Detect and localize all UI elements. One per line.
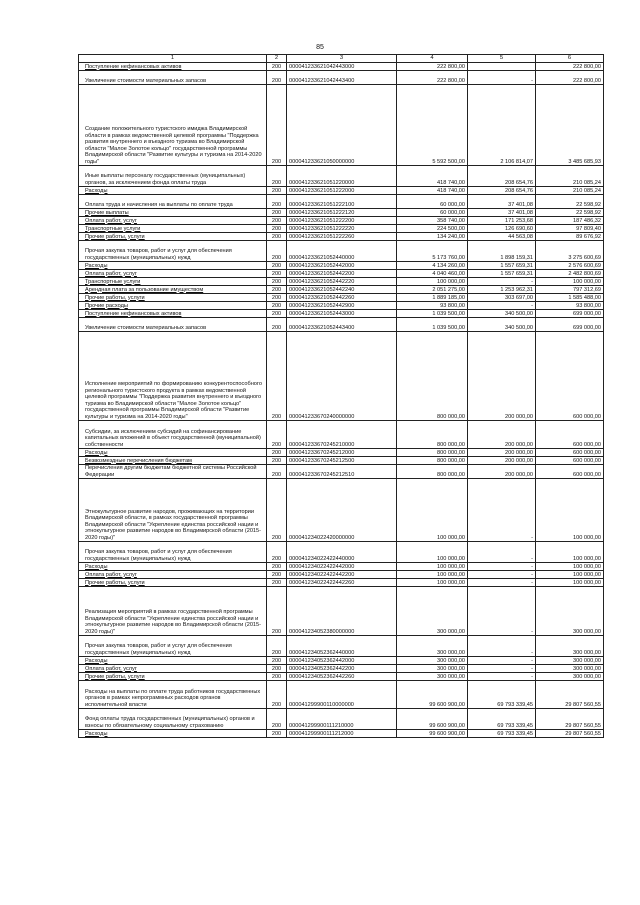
row-executed: - [468,302,536,310]
row-unexecuted: 93 800,00 [536,302,604,310]
row-line-code: 200 [267,332,287,421]
row-approved: 300 000,00 [397,657,468,665]
header-col-3: 3 [287,55,397,63]
row-approved: 222 800,00 [397,71,468,85]
row-name: Субсидии, за исключением субсидий на софинансирование капитальных вложений в объект государственной (муниципальной) собственности [79,421,267,449]
row-budget-code: 000041233621052442200 [287,270,397,278]
row-line-code: 200 [267,241,287,262]
table-row [79,262,604,270]
row-name: Иные выплаты персоналу государственных (муниципальных) органов, за исключением фонда оплаты труда [79,166,267,187]
row-line-code: 200 [267,587,287,636]
row-budget-code: 000041233670245212000 [287,449,397,457]
row-unexecuted: 600 000,00 [536,449,604,457]
row-unexecuted: 100 000,00 [536,563,604,571]
row-unexecuted: 210 085,24 [536,187,604,195]
row-budget-code: 000041233621050000000 [287,85,397,166]
row-executed: 208 654,76 [468,166,536,187]
header-col-4: 4 [397,55,468,63]
table-row [79,63,604,71]
row-executed: 37 401,08 [468,209,536,217]
row-budget-code: 000041234052362442200 [287,665,397,673]
row-budget-code: 000041233670245212500 [287,457,397,465]
table-row [79,225,604,233]
table-row [79,709,604,730]
row-line-code: 200 [267,270,287,278]
row-unexecuted: 2 482 800,69 [536,270,604,278]
table-row [79,71,604,85]
row-approved: 93 800,00 [397,302,468,310]
table-row [79,587,604,636]
row-unexecuted: 22 598,92 [536,195,604,209]
row-approved: 300 000,00 [397,673,468,681]
row-unexecuted: 22 598,92 [536,209,604,217]
row-approved: 100 000,00 [397,278,468,286]
row-budget-code: 000041233621052442240 [287,286,397,294]
row-name: Прочая закупка товаров, работ и услуг для обеспечения государственных (муниципальных) нужд [79,241,267,262]
row-approved: 800 000,00 [397,457,468,465]
row-line-code: 200 [267,636,287,657]
row-approved: 5 173 760,00 [397,241,468,262]
row-executed: 1 898 159,31 [468,241,536,262]
row-approved: 1 039 500,00 [397,318,468,332]
row-name: Расходы [79,657,267,665]
row-approved: 100 000,00 [397,479,468,542]
row-budget-code: 000041233670245212510 [287,465,397,479]
row-name: Поступление нефинансовых активов [79,310,267,318]
row-line-code: 200 [267,579,287,587]
row-unexecuted: 699 000,00 [536,318,604,332]
row-line-code: 200 [267,318,287,332]
row-name: Расходы [79,449,267,457]
table-row [79,332,604,421]
row-name: Прочие выплаты [79,209,267,217]
row-line-code: 200 [267,673,287,681]
table-row [79,665,604,673]
row-line-code: 200 [267,63,287,71]
table-row [79,657,604,665]
table-row [79,636,604,657]
row-approved: 800 000,00 [397,449,468,457]
row-budget-code: 000041233621051222100 [287,195,397,209]
row-unexecuted: 600 000,00 [536,332,604,421]
table-row [79,209,604,217]
row-approved: 418 740,00 [397,166,468,187]
header-col-1: 1 [79,55,267,63]
row-line-code: 200 [267,294,287,302]
table-row [79,421,604,449]
row-budget-code: 000041233621052442260 [287,294,397,302]
row-approved: 99 600 900,00 [397,709,468,730]
row-name: Прочие работы, услуги [79,579,267,587]
row-name: Увеличение стоимости материальных запасов [79,318,267,332]
row-approved: 100 000,00 [397,579,468,587]
row-name: Транспортные услуги [79,278,267,286]
row-line-code: 200 [267,421,287,449]
row-name: Оплата работ, услуг [79,270,267,278]
row-name: Прочие расходы [79,302,267,310]
row-line-code: 200 [267,449,287,457]
table-row [79,278,604,286]
row-unexecuted: 29 807 560,55 [536,730,604,738]
row-approved: 60 000,00 [397,209,468,217]
table-row [79,294,604,302]
row-approved: 300 000,00 [397,665,468,673]
row-line-code: 200 [267,657,287,665]
row-budget-code: 000041299900111212000 [287,730,397,738]
row-line-code: 200 [267,571,287,579]
row-approved: 1 889 185,00 [397,294,468,302]
row-unexecuted: 699 000,00 [536,310,604,318]
row-line-code: 200 [267,71,287,85]
row-name: Безвозмездные перечисления бюджетам [79,457,267,465]
row-budget-code: 000041233621051222260 [287,233,397,241]
row-line-code: 200 [267,278,287,286]
row-budget-code: 000041233670240000000 [287,332,397,421]
row-budget-code: 000041299900110000000 [287,681,397,709]
row-unexecuted: 29 807 560,55 [536,681,604,709]
row-unexecuted: 300 000,00 [536,665,604,673]
row-budget-code: 000041234052362442000 [287,657,397,665]
row-executed: - [468,563,536,571]
row-executed: - [468,278,536,286]
row-unexecuted: 797 312,69 [536,286,604,294]
row-line-code: 200 [267,233,287,241]
row-executed: 200 000,00 [468,421,536,449]
row-name: Расходы на выплаты по оплате труда работников государственных органов в рамках непрограммных расходов органов исполнительной власти [79,681,267,709]
row-unexecuted: 100 000,00 [536,542,604,563]
row-executed: 69 793 339,45 [468,709,536,730]
row-budget-code: 000041234022422442000 [287,563,397,571]
row-unexecuted: 3 485 685,93 [536,85,604,166]
row-approved: 4 134 260,00 [397,262,468,270]
row-line-code: 200 [267,286,287,294]
row-executed: 69 793 339,45 [468,681,536,709]
table-row [79,673,604,681]
row-name: Транспортные услуги [79,225,267,233]
row-name: Оплата работ, услуг [79,217,267,225]
row-budget-code: 000041234022422440000 [287,542,397,563]
table-row [79,730,604,738]
row-budget-code: 000041233621052442220 [287,278,397,286]
row-line-code: 200 [267,225,287,233]
row-approved: 800 000,00 [397,465,468,479]
row-executed: 340 500,00 [468,318,536,332]
row-unexecuted: 222 800,00 [536,71,604,85]
row-name: Поступление нефинансовых активов [79,63,267,71]
row-line-code: 200 [267,195,287,209]
row-name: Расходы [79,262,267,270]
row-approved: 222 800,00 [397,63,468,71]
row-unexecuted: 3 275 600,69 [536,241,604,262]
row-executed: - [468,71,536,85]
row-approved: 100 000,00 [397,571,468,579]
row-budget-code: 000041233621052443400 [287,318,397,332]
row-budget-code: 000041299900111210000 [287,709,397,730]
row-executed: 171 253,68 [468,217,536,225]
row-unexecuted: 600 000,00 [536,421,604,449]
table-row [79,166,604,187]
row-executed: 200 000,00 [468,457,536,465]
row-line-code: 200 [267,665,287,673]
row-unexecuted: 100 000,00 [536,571,604,579]
row-unexecuted: 97 809,40 [536,225,604,233]
row-name: Реализация мероприятий в рамках государственной программы Владимирской области "Укрепление единства российской нации и этнокультурное развитие народов во Владимирской области (2015-2020 годы)" [79,587,267,636]
row-executed: - [468,587,536,636]
row-unexecuted: 222 800,00 [536,63,604,71]
row-name: Расходы [79,187,267,195]
row-name: Арендная плата за пользование имуществом [79,286,267,294]
row-approved: 800 000,00 [397,332,468,421]
row-unexecuted: 2 576 600,69 [536,262,604,270]
row-executed [468,63,536,71]
row-line-code: 200 [267,730,287,738]
row-line-code: 200 [267,209,287,217]
table-row [79,449,604,457]
table-row [79,187,604,195]
row-budget-code: 000041234052362440000 [287,636,397,657]
row-budget-code: 000041233621051220000 [287,166,397,187]
table-row [79,195,604,209]
row-approved: 60 000,00 [397,195,468,209]
row-executed: 69 793 339,45 [468,730,536,738]
row-budget-code: 000041233670245210000 [287,421,397,449]
row-name: Оплата работ, услуг [79,665,267,673]
row-name: Фонд оплаты труда государственных (муниципальных) органов и взносы по обязательному социальному страхованию [79,709,267,730]
row-executed: 126 690,60 [468,225,536,233]
row-executed: 44 563,08 [468,233,536,241]
table-row [79,217,604,225]
row-executed: 2 106 814,07 [468,85,536,166]
row-approved: 300 000,00 [397,636,468,657]
table-row [79,310,604,318]
row-executed: - [468,571,536,579]
row-budget-code: 000041234022422442200 [287,571,397,579]
row-name: Прочая закупка товаров, работ и услуг для обеспечения государственных (муниципальных) нужд [79,636,267,657]
row-executed: - [468,673,536,681]
row-approved: 300 000,00 [397,587,468,636]
row-unexecuted: 29 807 560,55 [536,709,604,730]
row-approved: 358 740,00 [397,217,468,225]
row-budget-code: 000041233621051222000 [287,187,397,195]
row-executed: 37 401,08 [468,195,536,209]
row-unexecuted: 1 585 488,00 [536,294,604,302]
table-row [79,465,604,479]
row-name: Расходы [79,730,267,738]
row-executed: 340 500,00 [468,310,536,318]
row-line-code: 200 [267,457,287,465]
table-row [79,85,604,166]
row-unexecuted: 187 486,32 [536,217,604,225]
header-col-6: 6 [536,55,604,63]
row-line-code: 200 [267,465,287,479]
table-row [79,563,604,571]
table-row [79,681,604,709]
row-name: Увеличение стоимости материальных запасов [79,71,267,85]
row-budget-code: 000041234052380000000 [287,587,397,636]
row-line-code: 200 [267,542,287,563]
row-executed: 1 557 659,31 [468,270,536,278]
row-approved: 224 500,00 [397,225,468,233]
row-name: Прочие работы, услуги [79,294,267,302]
row-approved: 100 000,00 [397,563,468,571]
row-executed: 1 253 962,31 [468,286,536,294]
row-executed: - [468,542,536,563]
row-name: Создание положительного туристского имиджа Владимирской области в рамках ведомственной целевой программы "Поддержка развития внутреннего и въездного туризма во Владимирской области "Малое Золотое кольцо" государственной программы Владимирской области "Развитие культуры и туризма на 2014-2020 годы" [79,85,267,166]
row-name: Перечисления другим бюджетам бюджетной системы Российской Федерации [79,465,267,479]
row-budget-code: 000041233621042443000 [287,63,397,71]
row-line-code: 200 [267,262,287,270]
row-approved: 99 600 900,00 [397,681,468,709]
row-name: Этнокультурное развитие народов, проживающих на территории Владимирской области, в рамках государственной программы Владимирской области "Укрепление единства российской нации и этнокультурное развитие народов во Владимирской области (2015-2020 годы)" [79,479,267,542]
header-col-2: 2 [267,55,287,63]
table-row [79,286,604,294]
row-approved: 100 000,00 [397,542,468,563]
row-budget-code: 000041233621051222120 [287,209,397,217]
row-unexecuted: 100 000,00 [536,278,604,286]
row-budget-code: 000041234022420000000 [287,479,397,542]
row-line-code: 200 [267,681,287,709]
table-header-row [79,55,604,63]
row-line-code: 200 [267,85,287,166]
row-approved: 99 600 900,00 [397,730,468,738]
row-approved: 134 240,00 [397,233,468,241]
row-executed: 303 697,00 [468,294,536,302]
row-unexecuted: 600 000,00 [536,465,604,479]
row-executed: - [468,665,536,673]
row-executed: 200 000,00 [468,465,536,479]
row-name: Расходы [79,563,267,571]
row-budget-code: 000041234022422442260 [287,579,397,587]
row-unexecuted: 300 000,00 [536,636,604,657]
row-budget-code: 000041233621042443400 [287,71,397,85]
row-name: Оплата работ, услуг [79,571,267,579]
row-unexecuted: 300 000,00 [536,587,604,636]
row-unexecuted: 600 000,00 [536,457,604,465]
row-line-code: 200 [267,563,287,571]
row-line-code: 200 [267,166,287,187]
row-name: Оплата труда и начисления на выплаты по оплате труда [79,195,267,209]
row-budget-code: 000041233621052440000 [287,241,397,262]
row-executed: - [468,579,536,587]
page-number: 85 [316,44,324,51]
row-budget-code: 000041233621052442900 [287,302,397,310]
row-approved: 800 000,00 [397,421,468,449]
row-executed: - [468,636,536,657]
table-row [79,241,604,262]
row-name: Прочие работы, услуги [79,673,267,681]
row-line-code: 200 [267,709,287,730]
row-unexecuted: 210 085,24 [536,166,604,187]
row-budget-code: 000041233621051222200 [287,217,397,225]
row-line-code: 200 [267,217,287,225]
row-executed: 200 000,00 [468,449,536,457]
row-executed: 200 000,00 [468,332,536,421]
row-approved: 4 040 460,00 [397,270,468,278]
row-unexecuted: 89 676,92 [536,233,604,241]
row-unexecuted: 100 000,00 [536,579,604,587]
table-row [79,302,604,310]
row-line-code: 200 [267,187,287,195]
row-line-code: 200 [267,302,287,310]
row-budget-code: 000041233621051222220 [287,225,397,233]
row-unexecuted: 300 000,00 [536,673,604,681]
header-col-5: 5 [468,55,536,63]
table-row [79,318,604,332]
row-executed: - [468,479,536,542]
row-executed: - [468,657,536,665]
row-executed: 208 654,76 [468,187,536,195]
row-name: Исполнение мероприятий по формированию конкурентоспособного регионального туристского продукта в рамках ведомственной целевой программы "Поддержка развития внутреннего и въездного туризма во Владимирской области "Малое Золотое кольцо" государственной программы Владимирской области "Развитие культуры и туризма на 2014-2020 годы" [79,332,267,421]
row-line-code: 200 [267,479,287,542]
row-budget-code: 000041233621052443000 [287,310,397,318]
row-budget-code: 000041233621052442000 [287,262,397,270]
table-row [79,479,604,542]
table-row [79,579,604,587]
table-row [79,270,604,278]
row-approved: 418 740,00 [397,187,468,195]
budget-table [78,54,604,738]
table-row [79,542,604,563]
table-row [79,571,604,579]
row-unexecuted: 100 000,00 [536,479,604,542]
row-executed: 1 557 659,31 [468,262,536,270]
row-line-code: 200 [267,310,287,318]
row-approved: 5 592 500,00 [397,85,468,166]
row-name: Прочие работы, услуги [79,233,267,241]
row-name: Прочая закупка товаров, работ и услуг для обеспечения государственных (муниципальных) нужд [79,542,267,563]
table-row [79,457,604,465]
table-row [79,233,604,241]
row-unexecuted: 300 000,00 [536,657,604,665]
row-budget-code: 000041234052362442260 [287,673,397,681]
row-approved: 2 051 275,00 [397,286,468,294]
row-approved: 1 039 500,00 [397,310,468,318]
